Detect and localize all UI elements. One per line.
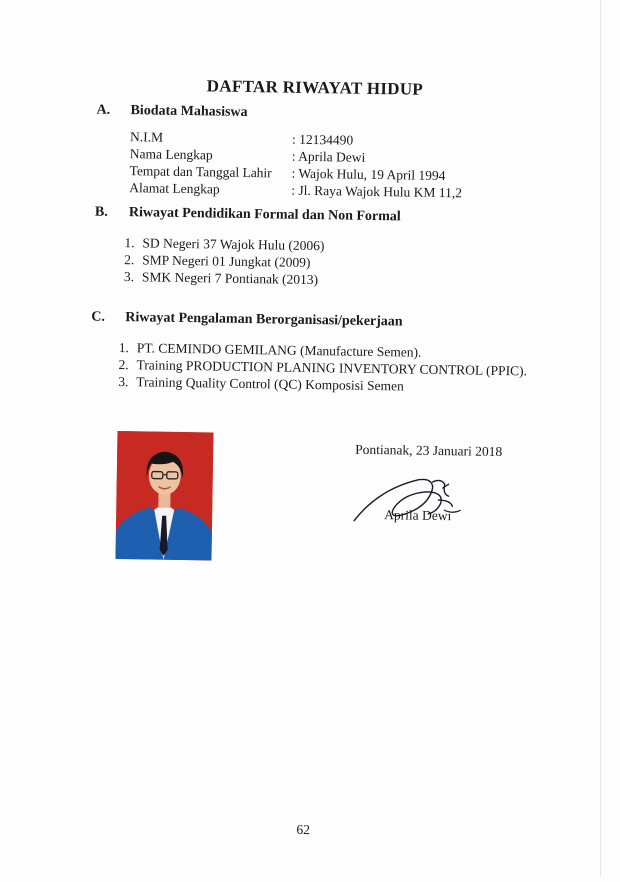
list-text: SD Negeri 37 Wajok Hulu (2006) xyxy=(142,235,324,253)
section-a-heading xyxy=(96,103,247,121)
page-number: 62 xyxy=(0,817,613,843)
place-date: Pontianak, 23 Januari 2018 xyxy=(355,442,502,460)
section-b-heading xyxy=(95,205,401,226)
list-number: 1. xyxy=(124,235,142,251)
bio-label: Tempat dan Tanggal Lahir xyxy=(129,163,291,182)
list-text: Training PRODUCTION PLANING INVENTORY CONTROL (PPIC). xyxy=(136,357,527,378)
experience-list xyxy=(118,340,527,397)
bio-label: N.I.M xyxy=(130,129,292,148)
scan-edge-line xyxy=(600,0,601,877)
section-b-letter: B. xyxy=(95,205,129,222)
bio-value: : 12134490 xyxy=(292,132,353,148)
signer-name: Aprila Dewi xyxy=(384,507,451,524)
bio-label: Alamat Lengkap xyxy=(129,180,291,199)
bio-label: Nama Lengkap xyxy=(130,146,292,165)
list-item xyxy=(124,269,324,289)
document-title: DAFTAR RIWAYAT HIDUP xyxy=(5,73,620,103)
bio-value: : Aprila Dewi xyxy=(292,149,366,165)
education-list xyxy=(124,235,325,289)
list-text: SMK Negeri 7 Pontianak (2013) xyxy=(142,269,318,287)
list-number: 3. xyxy=(118,374,136,390)
portrait-image xyxy=(115,431,213,560)
section-a-letter: A. xyxy=(96,103,130,120)
section-c-heading xyxy=(91,310,403,331)
list-text: Training Quality Control (QC) Komposisi Semen xyxy=(136,374,404,393)
list-number: 3. xyxy=(124,269,142,285)
list-number: 1. xyxy=(119,340,137,356)
list-text: PT. CEMINDO GEMILANG (Manufacture Semen). xyxy=(137,340,422,359)
section-a-title: Biodata Mahasiswa xyxy=(130,103,247,120)
bio-value: : Jl. Raya Wajok Hulu KM 11,2 xyxy=(291,183,462,201)
list-number: 2. xyxy=(118,357,136,373)
section-c-title: Riwayat Pengalaman Berorganisasi/pekerjaan xyxy=(125,310,403,329)
section-b-title: Riwayat Pendidikan Formal dan Non Formal xyxy=(129,205,401,224)
section-c-letter: C. xyxy=(91,310,125,327)
bio-value: : Wajok Hulu, 19 April 1994 xyxy=(291,166,445,183)
list-text: SMP Negeri 01 Jungkat (2009) xyxy=(142,252,310,270)
profile-photo xyxy=(115,431,213,560)
list-number: 2. xyxy=(124,252,142,268)
